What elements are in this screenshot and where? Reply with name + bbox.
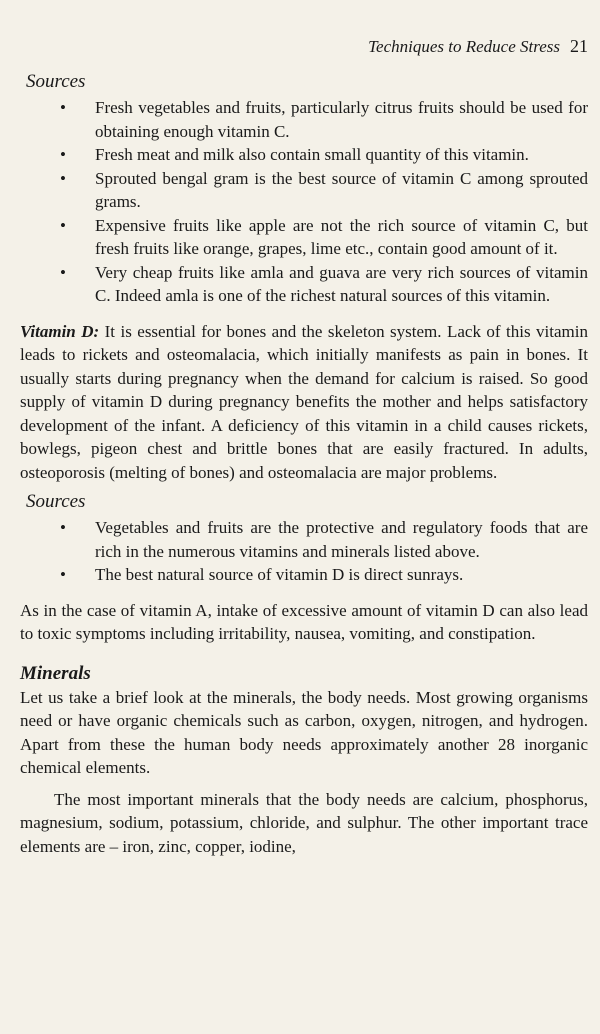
vitamin-d-paragraph: Vitamin D: It is essential for bones and the skeleton system. Lack of this vitamin leads to rickets and osteomalacia, which initially manifests as pain in bones. It usually starts during pregnancy when the demand for calcium is raised. So good supply of vitamin D during pregnancy benefits the mother and helps satisfactory development of the infant. A deficiency of this vitamin in a child causes rickets, bowlegs, pigeon chest and brittle bones that are easily fractured. In adults, osteoporosis (melting of bones) and osteomalacia are major problems. [20,321,588,482]
running-title: Techniques to Reduce Stress [368,37,560,56]
list-item: • Expensive fruits like apple are not the rich source of vitamin C, but fresh fruits like orange, grapes, lime etc., contain good amount of it. [60,215,588,258]
bullet-icon: • [60,518,66,537]
list-item: • Fresh vegetables and fruits, particularly citrus fruits should be used for obtaining enough vitamin C. [60,98,588,141]
sources-list-vitamin-d [20,516,588,587]
minerals-heading: Minerals [20,662,91,684]
page-number: 21 [570,36,588,56]
vitamin-d-toxicity-paragraph: As in the case of vitamin A, intake of excessive amount of vitamin D can also lead to toxic symptoms including irritability, nausea, vomiting, and constipation. [20,600,588,643]
sources-list-vitamin-c [20,96,588,308]
sources-heading-vitamin-c: Sources [26,71,86,92]
bullet-icon: • [60,262,66,282]
minerals-paragraph-2: The most important minerals that the body needs are calcium, phosphorus, magnesium, sodium, potassium, chloride, and sulphur. The other important trace elements are – iron, zinc, copper, iodine, [20,789,588,856]
bullet-icon: • [60,215,66,235]
list-item: • Very cheap fruits like amla and guava are very rich sources of vitamin C. Indeed amla is one of the richest natural sources of this vitamin. [60,262,588,305]
page-content [20,70,588,858]
bullet-icon: • [60,168,66,188]
list-item: • Sprouted bengal gram is the best source of vitamin C among sprouted grams. [60,168,588,211]
list-item: • Fresh meat and milk also contain small quantity of this vitamin. [20,143,588,167]
bullet-icon: • [60,145,66,164]
list-item: • Vegetables and fruits are the protective and regulatory foods that are rich in the numerous vitamins and minerals listed above. [60,518,588,561]
bullet-icon: • [60,98,66,117]
list-item: • The best natural source of vitamin D is direct sunrays. [20,563,588,587]
minerals-paragraph-1: Let us take a brief look at the minerals, the body needs. Most growing organisms need or have organic chemicals such as carbon, oxygen, nitrogen, and hydrogen. Apart from these the human body needs approximately another 28 inorganic chemical elements. [20,687,588,777]
vitamin-d-lead: Vitamin D: [20,321,100,341]
running-header [368,36,588,57]
sources-heading-vitamin-d: Sources [26,491,86,512]
bullet-icon: • [60,565,66,584]
